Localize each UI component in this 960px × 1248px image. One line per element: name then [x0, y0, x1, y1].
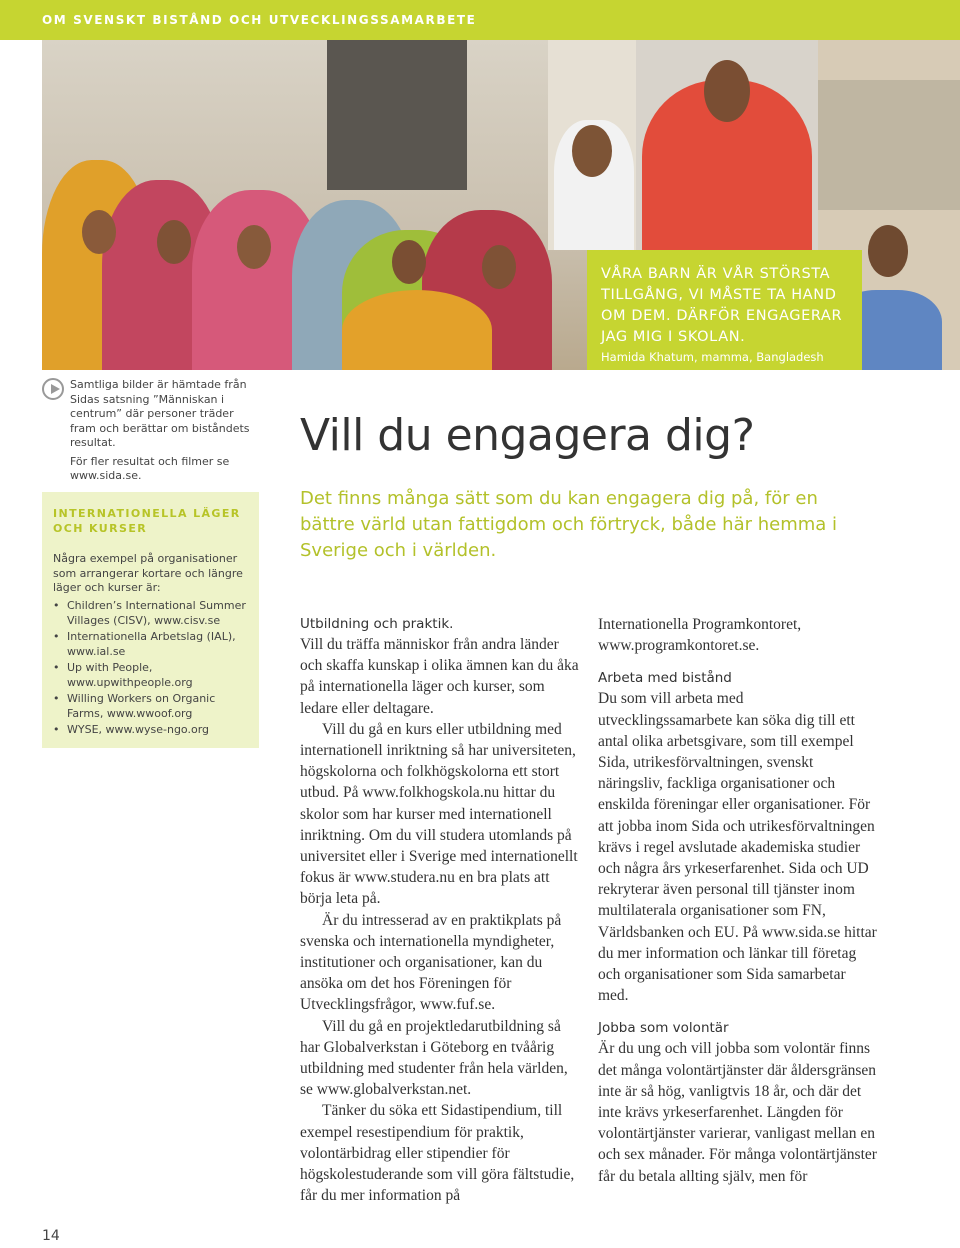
- paragraph: Vill du träffa människor från andra länder och skaffa kunskap i olika ämnen kan du åka på internationella läger och kurser, som ledare eller deltagare.: [300, 636, 579, 717]
- info-box: [42, 492, 259, 748]
- info-box-title: INTERNATIONELLA LÄGER OCH KURSER: [53, 507, 241, 535]
- header-title: OM SVENSKT BISTÅND OCH UTVECKLINGSSAMARBETE: [42, 13, 477, 27]
- lead-paragraph: Det finns många sätt som du kan engagera dig på, för en bättre värld utan fattigdom och förtryck, både här hemma i Sverige och i världen.: [300, 488, 838, 561]
- list-item: • Willing Workers on Organic Farms, www.wwoof.org: [53, 691, 249, 722]
- paragraph: Internationella Programkontoret, www.programkontoret.se.: [598, 616, 802, 655]
- quote-text: VÅRA BARN ÄR VÅR STÖRSTA TILLGÅNG, VI MÅSTE TA HAND OM DEM. DÄRFÖR ENGAGERAR JAG MIG I SKOLAN.: [601, 266, 843, 345]
- paragraph: Är du ung och vill jobba som volontär finns det många volontärtjänster där åldersgränsen inte är så hög, vanligtvis 18 år, och där det inte krävs yrkeserfarenhet. Längden för volontärtjänster varierar, vanligast mellan en och sex månader. För många volontärtjänster får du betala allting själv, men för: [598, 1040, 877, 1185]
- header-bar: [0, 0, 960, 40]
- photo-caption: [42, 378, 262, 484]
- info-box-intro: Några exempel på organisationer som arrangerar kortare och längre läger och kurser är:: [53, 552, 243, 594]
- paragraph: Vill du gå en projektledarutbildning så har Globalverkstan i Göteborg en tvåårig utbildning med studenter från hela världen, se www.globalverkstan.net.: [300, 1017, 568, 1099]
- subheading-volunteer: Jobba som volontär: [598, 1020, 729, 1037]
- quote-source: Hamida Khatum, mamma, Bangladesh: [601, 350, 824, 364]
- play-icon[interactable]: [42, 378, 64, 400]
- list-item: • Up with People, www.upwithpeople.org: [53, 660, 249, 691]
- quote-box: [587, 250, 862, 370]
- list-item: • Internationella Arbetslag (IAL), www.ial.se: [53, 629, 249, 660]
- photo-collage: [42, 40, 960, 370]
- paragraph: Du som vill arbeta med utvecklingssamarbete kan söka dig till ett antal olika arbetsgivare, som till exempel Sida, utrikesförvaltningen, svenskt näringsliv, fackliga organisationer och enskilda föreningar eller organisationer. För att jobba inom Sida och utrikesförvaltningen krävs i regel avslutade akademiska studier och några års yrkeserfarenhet. Sida och UD rekryterar även personal till tjänster inom multilaterala organisationer som FN, Världsbanken och EU. På www.sida.se hittar du mer information och länkar till företag och organisationer som Sida samarbetar med.: [598, 690, 877, 1005]
- subheading-education: Utbildning och praktik.: [300, 616, 454, 632]
- list-item: • WYSE, www.wyse-ngo.org: [53, 722, 249, 738]
- article-column-1: [300, 614, 582, 1206]
- paragraph: Vill du gå en kurs eller utbildning med internationell inriktning så har universiteten, högskolorna och folkhögskolorna ett stort utbud. På www.folkhogskola.nu hittar du skolor som har kurser med internationell inriktning. Om du vill studera utomlands på universitet eller i Sverige med internationellt fokus är www.studera.nu en bra plats att börja leta på.: [300, 720, 578, 908]
- organisation-list: [53, 598, 249, 738]
- page-title: Vill du engagera dig?: [300, 410, 755, 461]
- paragraph: Är du intresserad av en praktikplats på svenska och internationella myndigheter, institutioner och organisationer, kan du ansöka om det hos Föreningen för Utvecklingsfrågor, www.fuf.se.: [300, 911, 562, 1014]
- article-column-2: [598, 614, 880, 1187]
- caption-text: Samtliga bilder är hämtade från Sidas satsning ”Människan i centrum” där personer träder fram och berättar om biståndets resultat.: [70, 378, 250, 449]
- paragraph: Tänker du söka ett Sidastipendium, till exempel resestipendium för praktik, volontärbidrag eller stipendier för högskolestuderande som vill göra fältstudie, får du mer information på: [300, 1102, 575, 1205]
- subheading-aid-work: Arbeta med bistånd: [598, 670, 732, 687]
- list-item: • Children’s International Summer Villages (CISV), www.cisv.se: [53, 598, 249, 629]
- caption-link[interactable]: För fler resultat och filmer se www.sida.se.: [70, 454, 230, 482]
- page-number: 14: [42, 1228, 60, 1244]
